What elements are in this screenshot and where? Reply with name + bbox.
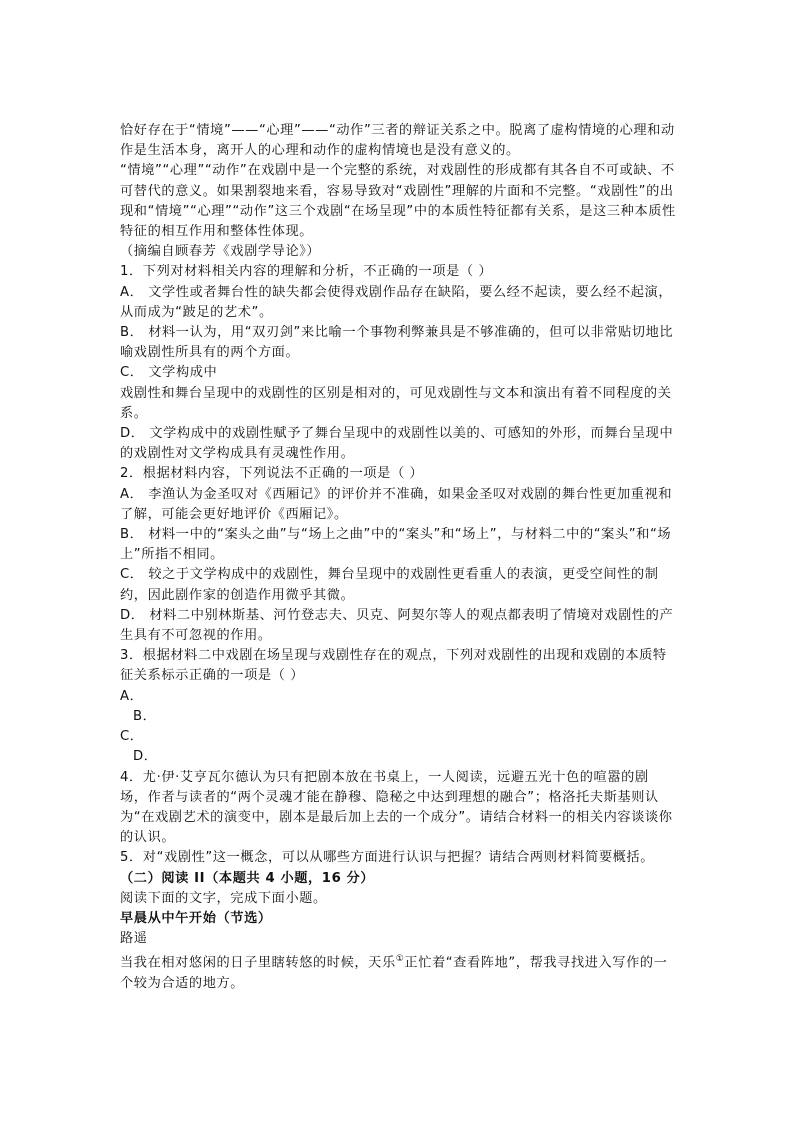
question-2-option-c: C． 较之于文学构成中的戏剧性，舞台呈现中的戏剧性更看重人的表演，更受空间性的制约，因此剧作家的创造作用微乎其微。 [120, 567, 659, 603]
section-2-instruction: 阅读下面的文字，完成下面小题。 [120, 890, 327, 906]
article-body-text-end: 正忙着“查看阵地”，帮我寻找进入写作的一个较为合适的地方。 [120, 955, 668, 991]
article-body-paragraph [120, 949, 676, 994]
article-title: 早晨从中午开始（节选） [120, 910, 272, 926]
question-1-option-c: C． 文学构成中 [120, 365, 218, 381]
intro-paragraph-2: “情境”“心理”“动作”在戏剧中是一个完整的系统，对戏剧性的形成都有其各自不可或缺、不可替代的意义。如果割裂地来看，容易导致对“戏剧性”理解的片面和不完整。“戏剧性”的出现和“情境”“心理”“动作”这三个戏剧“在场呈现”中的本质性特征都有关系，是这三种本质性特征的相互作用和整体性体现。 [120, 163, 676, 240]
intro-paragraph-1: 恰好存在于“情境”——“心理”——“动作”三者的辩证关系之中。脱离了虚构情境的心理和动作是生活本身，离开人的心理和动作的虚构情境也是没有意义的。 [120, 123, 675, 159]
section-2-heading: （二）阅读 II（本题共 4 小题，16 分） [120, 870, 375, 886]
question-2-option-a: A． 李渔认为金圣叹对《西厢记》的评价并不准确，如果金圣叹对戏剧的舞台性更加重视和了解，可能会更好地评价《西厢记》。 [120, 486, 673, 522]
question-3-stem: 3．根据材料二中戏剧在场呈现与戏剧性存在的观点，下列对戏剧性的出现和戏剧的本质特征关系标示正确的一项是（ ） [120, 648, 667, 684]
question-1-stem: 1．下列对材料相关内容的理解和分析，不正确的一项是（ ） [120, 264, 493, 280]
question-3-option-a: A． [120, 688, 144, 704]
question-2-option-d: D． 材料二中别林斯基、河竹登志夫、贝克、阿契尔等人的观点都表明了情境对戏剧性的产生具有不可忽视的作用。 [120, 607, 674, 644]
article-author: 路遥 [120, 931, 148, 947]
article-body-text-start: 当我在相对悠闲的日子里瞎转悠的时候，天乐 [120, 955, 396, 971]
question-3-option-c: C． [120, 729, 144, 745]
question-1-option-c-continued: 戏剧性和舞台呈现中的戏剧性的区别是相对的，可见戏剧性与文本和演出有着不同程度的关系。 [120, 385, 672, 421]
question-2-option-b: B． 材料一中的“案头之曲”与“场上之曲”中的“案头”和“场上”，与材料二中的“案头”和“场上”所指不相同。 [120, 527, 672, 563]
question-1-option-a: A． 文学性或者舞台性的缺失都会使得戏剧作品存在缺陷，要么经不起读，要么经不起演，从而成为“跛足的艺术”。 [120, 284, 673, 320]
source-citation: （摘编自顾春芳《戏剧学导论》） [120, 244, 321, 260]
question-3-option-d: D． [133, 749, 158, 765]
question-4-stem: 4．尤·伊·艾亨瓦尔德认为只有把剧本放在书桌上，一人阅读，远避五光十色的喧嚣的剧场，作者与读者的“两个灵魂才能在静穆、隐秘之中达到理想的融合”；格洛托夫斯基则认为“在戏剧艺术的演变中，剧本是最后加上去的一个成分”。请结合材料一的相关内容谈谈你的认识。 [120, 769, 673, 846]
question-3-option-b: B． [133, 708, 157, 724]
question-2-stem: 2．根据材料内容，下列说法不正确的一项是（ ） [120, 466, 424, 482]
document-page [120, 121, 676, 994]
question-5-stem: 5．对“戏剧性”这一概念，可以从哪些方面进行认识与把握？请结合两则材料简要概括。 [120, 850, 654, 866]
footnote-marker: ① [395, 954, 405, 965]
question-1-option-d: D． 文学构成中的戏剧性赋予了舞台呈现中的戏剧性以美的、可感知的外形，而舞台呈现中的戏剧性对文学构成具有灵魂性作用。 [120, 426, 674, 462]
question-1-option-b: B． 材料一认为，用“双刃剑”来比喻一个事物利弊兼具是不够准确的，但可以非常贴切地比喻戏剧性所具有的两个方面。 [120, 325, 674, 361]
